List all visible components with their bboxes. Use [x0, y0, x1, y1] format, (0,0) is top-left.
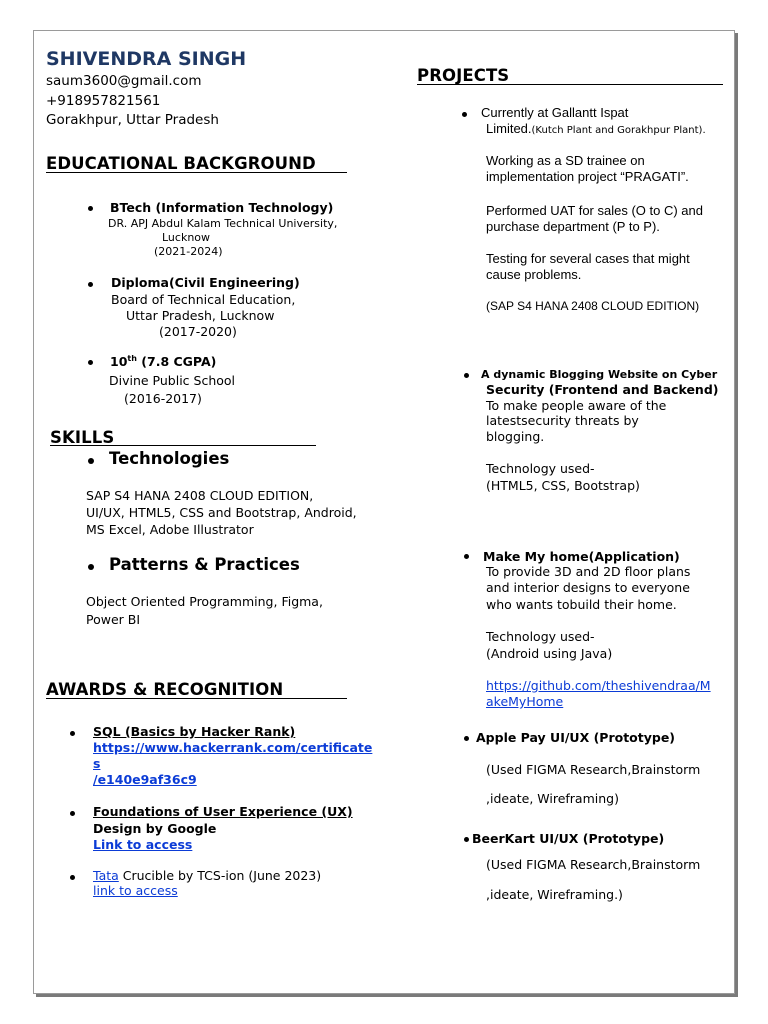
- award-ux-title2: Design by Google: [93, 821, 217, 836]
- p3-tech1: Technology used-: [486, 629, 595, 644]
- p1-para1b: implementation project “PRAGATI”.: [486, 169, 689, 184]
- p1-line2: Limited.(Kutch Plant and Gorakhpur Plant).: [486, 121, 706, 136]
- p1-para3a: Testing for several cases that might: [486, 251, 690, 266]
- award-tata: Tata Crucible by TCS-ion (June 2023): [93, 868, 322, 883]
- p3-github-link-cont[interactable]: akeMyHome: [486, 694, 564, 709]
- bullet: [464, 373, 469, 378]
- skills-patterns-title: Patterns & Practices: [109, 555, 300, 574]
- p3-title: Make My home(Application): [483, 549, 680, 564]
- award-tata-link[interactable]: link to access: [93, 883, 178, 898]
- location: Gorakhpur, Uttar Pradesh: [46, 112, 219, 128]
- edu-10th-line1: Divine Public School: [109, 373, 236, 388]
- projects-underline: [417, 84, 723, 85]
- p2-title2: Security (Frontend and Backend): [486, 382, 719, 397]
- awards-underline: [46, 698, 347, 699]
- p2-desc2: latestsecurity threats by: [486, 413, 639, 428]
- bullet: [464, 837, 469, 842]
- p2-title1: A dynamic Blogging Website on Cyber: [481, 368, 718, 381]
- skills-patterns-line1: Object Oriented Programming, Figma,: [86, 594, 323, 609]
- edu-10th-title: 10th (7.8 CGPA): [110, 354, 217, 370]
- p3-desc2: and interior designs to everyone: [486, 580, 690, 595]
- award-sql-link-cont2[interactable]: /e140e9af36c9: [93, 772, 197, 787]
- bullet: [464, 554, 469, 559]
- award-sql-link[interactable]: https://www.hackerrank.com/certificate: [93, 740, 373, 755]
- p2-tech2: (HTML5, CSS, Bootstrap): [486, 478, 640, 493]
- bullet: [70, 875, 75, 880]
- p1-para2a: Performed UAT for sales (O to C) and: [486, 203, 703, 218]
- edu-diploma-title: Diploma(Civil Engineering): [111, 275, 300, 290]
- edu-diploma-years: (2017-2020): [159, 324, 237, 339]
- edu-diploma-line1: Board of Technical Education,: [111, 292, 296, 307]
- bullet: [88, 564, 94, 570]
- p3-desc1: To provide 3D and 2D floor plans: [486, 564, 691, 579]
- bullet: [88, 282, 93, 287]
- bullet: [88, 458, 94, 464]
- skills-patterns-line2: Power BI: [86, 612, 141, 627]
- bullet: [88, 360, 93, 365]
- p5-desc2: ,ideate, Wireframing.): [486, 887, 623, 902]
- award-sql-title: SQL (Basics by Hacker Rank): [93, 724, 296, 739]
- edu-btech-line1: DR. APJ Abdul Kalam Technical University,: [108, 217, 338, 230]
- bullet: [70, 731, 75, 736]
- email: saum3600@gmail.com: [46, 73, 202, 89]
- edu-btech-line2: Lucknow: [162, 231, 211, 244]
- skills-technologies-line3: MS Excel, Adobe Illustrator: [86, 522, 254, 537]
- skills-technologies-line2: UI/UX, HTML5, CSS and Bootstrap, Android,: [86, 505, 357, 520]
- p2-tech1: Technology used-: [486, 461, 595, 476]
- bullet: [88, 206, 93, 211]
- p3-tech2: (Android using Java): [486, 646, 613, 661]
- bullet: [464, 736, 469, 741]
- bullet: [462, 112, 467, 117]
- award-sql-link-cont[interactable]: s: [93, 756, 101, 771]
- p3-desc3: who wants tobuild their home.: [486, 597, 677, 612]
- education-heading: EDUCATIONAL BACKGROUND: [46, 154, 316, 173]
- p2-desc1: To make people aware of the: [486, 398, 667, 413]
- edu-btech-years: (2021-2024): [154, 245, 223, 258]
- p1-para3b: cause problems.: [486, 267, 582, 282]
- edu-btech-title: BTech (Information Technology): [110, 200, 334, 215]
- p1-line1: Currently at Gallantt Ispat: [481, 105, 629, 120]
- skills-heading: SKILLS: [50, 428, 115, 447]
- education-underline: [46, 172, 347, 173]
- p4-desc2: ,ideate, Wireframing): [486, 791, 619, 806]
- p5-title: BeerKart UI/UX (Prototype): [472, 831, 665, 846]
- p1-para4: (SAP S4 HANA 2408 CLOUD EDITION): [486, 299, 700, 313]
- awards-heading: AWARDS & RECOGNITION: [46, 680, 284, 699]
- p1-para2b: purchase department (P to P).: [486, 219, 660, 234]
- skills-technologies-title: Technologies: [109, 449, 230, 468]
- p3-github-link[interactable]: https://github.com/theshivendraa/M: [486, 678, 711, 693]
- projects-heading: PROJECTS: [417, 66, 510, 85]
- p4-title: Apple Pay UI/UX (Prototype): [476, 730, 676, 745]
- edu-diploma-line2: Uttar Pradesh, Lucknow: [126, 308, 275, 323]
- p4-desc1: (Used FIGMA Research,Brainstorm: [486, 762, 701, 777]
- skills-technologies-line1: SAP S4 HANA 2408 CLOUD EDITION,: [86, 488, 314, 503]
- award-ux-title1: Foundations of User Experience (UX): [93, 804, 353, 819]
- phone: +918957821561: [46, 93, 161, 109]
- p1-para1a: Working as a SD trainee on: [486, 153, 645, 168]
- skills-underline: [50, 445, 316, 446]
- p5-desc1: (Used FIGMA Research,Brainstorm: [486, 857, 701, 872]
- bullet: [70, 811, 75, 816]
- award-ux-link[interactable]: Link to access: [93, 837, 193, 852]
- p2-desc3: blogging.: [486, 429, 545, 444]
- edu-10th-years: (2016-2017): [124, 391, 202, 406]
- candidate-name: SHIVENDRA SINGH: [46, 48, 247, 70]
- tata-link[interactable]: Tata: [93, 868, 119, 883]
